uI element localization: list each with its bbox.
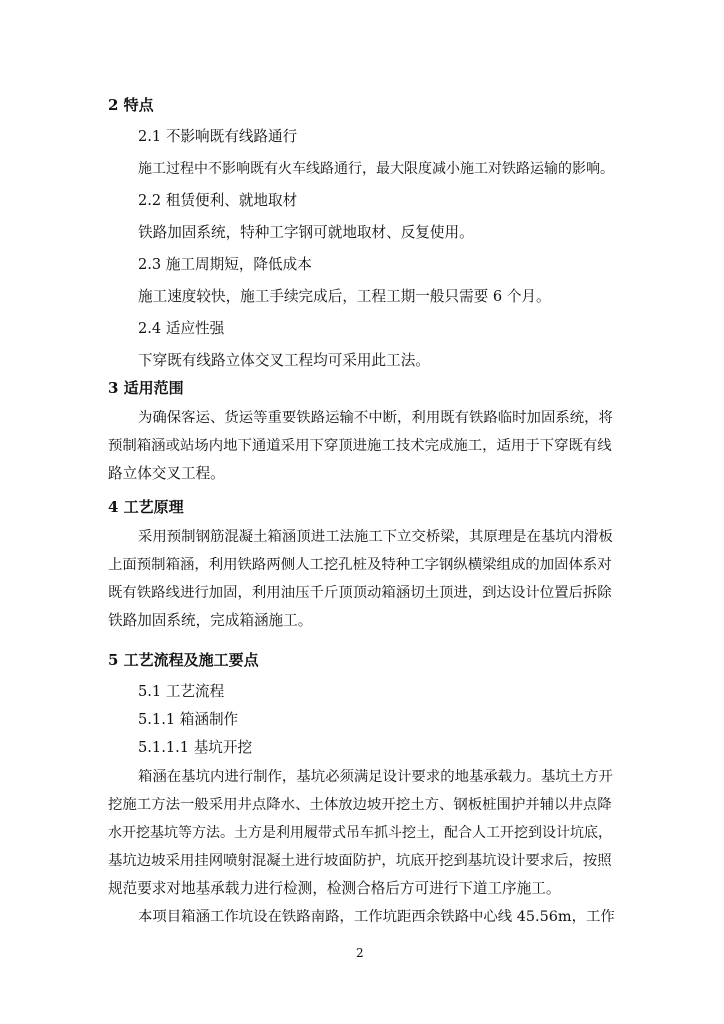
section-3-heading: 3 适用范围 <box>108 379 184 397</box>
section-5-1-1-1-title: 5.1.1.1 基坑开挖 <box>138 739 253 756</box>
section-2-2-body: 铁路加固系统，特种工字钢可就地取材、反复使用。 <box>138 224 474 241</box>
section-5-line-5: 规范要求对地基承载力进行检测，检测合格后方可进行下道工序施工。 <box>108 880 561 897</box>
section-2-4-title: 2.4 适应性强 <box>138 320 225 337</box>
section-5-line-6: 本项目箱涵工作坑设在铁路南路，工作坑距西余铁路中心线 45.56m，工作 <box>138 909 615 925</box>
section-5-line-1: 箱涵在基坑内进行制作，基坑必须满足设计要求的地基承载力。基坑土方开 <box>138 769 613 785</box>
section-5-line-4: 基坑边坡采用挂网喷射混凝土进行坡面防护，坑底开挖到基坑设计要求后，按照 <box>108 853 612 869</box>
section-4-line-4: 铁路加固系统，完成箱涵施工。 <box>108 612 313 629</box>
section-2-4-body: 下穿既有线路立体交叉工程均可采用此工法。 <box>138 352 430 369</box>
section-4-line-2: 上面预制箱涵，利用铁路两侧人工挖孔桩及特种工字钢纵横梁组成的加固体系对 <box>108 557 612 573</box>
section-5-heading: 5 工艺流程及施工要点 <box>108 651 259 669</box>
section-5-1-title: 5.1 工艺流程 <box>138 683 225 700</box>
section-3-line-1: 为确保客运、货运等重要铁路运输不中断，利用既有铁路临时加固系统，将 <box>138 410 613 426</box>
page-number: 2 <box>356 946 364 960</box>
section-4-line-3: 既有铁路线进行加固，利用油压千斤顶顶动箱涵切土顶进，到达设计位置后拆除 <box>108 585 612 601</box>
section-3-line-3: 路立体交叉工程。 <box>108 465 225 482</box>
section-2-1-title: 2.1 不影响既有线路通行 <box>138 128 298 145</box>
section-3-line-2: 预制箱涵或站场内地下通道采用下穿顶进施工技术完成施工，适用于下穿既有线 <box>108 438 612 454</box>
section-5-1-1-title: 5.1.1 箱涵制作 <box>138 711 239 728</box>
section-5-line-2: 挖施工方法一般采用井点降水、土体放边坡开挖土方、钢板桩围护并辅以井点降 <box>108 797 612 813</box>
section-2-heading: 2 特点 <box>108 96 154 114</box>
section-2-3-body: 施工速度较快，施工手续完成后，工程工期一般只需要 6 个月。 <box>138 288 551 305</box>
section-5-line-3: 水开挖基坑等方法。土方是利用履带式吊车抓斗挖土，配合人工开挖到设计坑底， <box>108 825 612 841</box>
section-2-2-title: 2.2 租赁便利、就地取材 <box>138 192 298 209</box>
section-2-3-title: 2.3 施工周期短，降低成本 <box>138 256 312 273</box>
section-4-heading: 4 工艺原理 <box>108 498 184 516</box>
section-4-line-1: 采用预制钢筋混凝土箱涵顶进工法施工下立交桥梁，其原理是在基坑内滑板 <box>138 529 613 545</box>
section-2-1-body: 施工过程中不影响既有火车线路通行，最大限度减小施工对铁路运输的影响。 <box>138 161 614 177</box>
